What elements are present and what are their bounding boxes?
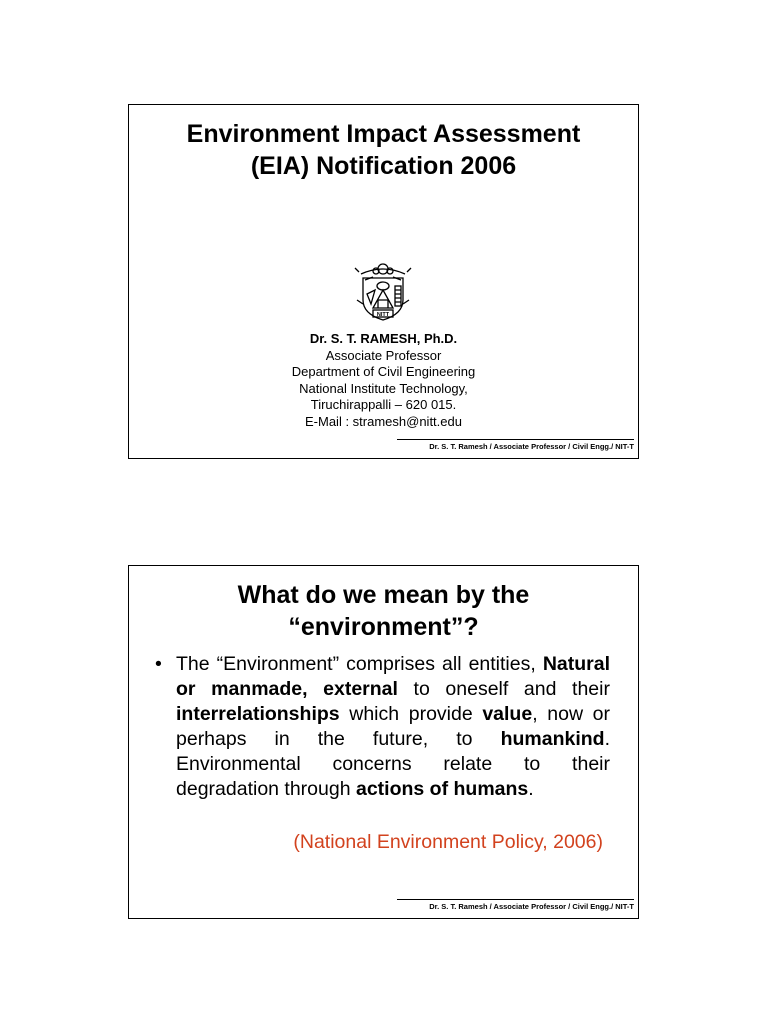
bullet-text-segment: . Environmental concerns relate to their degradation through (176, 728, 610, 800)
author-email: E-Mail : stramesh@nitt.edu (305, 413, 462, 429)
slide-1-title (129, 118, 638, 182)
footer-divider (397, 439, 634, 440)
citation: (National Environment Policy, 2006) (293, 831, 603, 853)
bullet-emphasis: Natural or manmade, external (176, 653, 610, 700)
bullet-item (155, 652, 610, 802)
bullet-text-segment: to oneself and their (397, 678, 610, 700)
author-name: Dr. S. T. RAMESH, Ph.D. (309, 331, 458, 346)
bullet-text (176, 652, 610, 802)
slide-2-title-line-2: “environment”? (288, 613, 479, 641)
bullet-text-segment: The “Environment” comprises all entities, (176, 653, 543, 675)
bullet-text-segment: which provide (339, 703, 483, 725)
bullet-text-segment: , now or perhaps in the future, to (176, 703, 610, 750)
slide-1 (128, 104, 639, 459)
bullet-emphasis: humankind (500, 728, 605, 750)
author-institute: National Institute Technology, (299, 380, 468, 396)
bullet-emphasis: value (482, 703, 533, 725)
logo-text: NITT (376, 312, 390, 318)
slide-1-title-line-1: Environment Impact Assessment (186, 120, 581, 148)
slide-2-title (129, 579, 638, 643)
institute-logo (351, 260, 415, 322)
bullet-text-segment: . (528, 778, 534, 800)
bullet-emphasis: interrelationships (176, 703, 340, 725)
slide-2-title-line-1: What do we mean by the (237, 581, 530, 609)
author-block (129, 331, 638, 430)
slide-1-title-line-2: (EIA) Notification 2006 (250, 152, 517, 180)
bullet-icon: • (155, 653, 162, 675)
bullet-emphasis: actions of humans (355, 778, 529, 800)
author-position: Associate Professor (325, 347, 442, 363)
slide-1-footer: Dr. S. T. Ramesh / Associate Professor / Civil Engg./ NIT-T (429, 442, 634, 451)
author-department: Department of Civil Engineering (291, 364, 476, 379)
footer-divider (397, 899, 634, 900)
author-city: Tiruchirappalli – 620 015. (310, 397, 457, 412)
slide-2 (128, 565, 639, 919)
slide-2-footer: Dr. S. T. Ramesh / Associate Professor / Civil Engg./ NIT-T (429, 902, 634, 911)
